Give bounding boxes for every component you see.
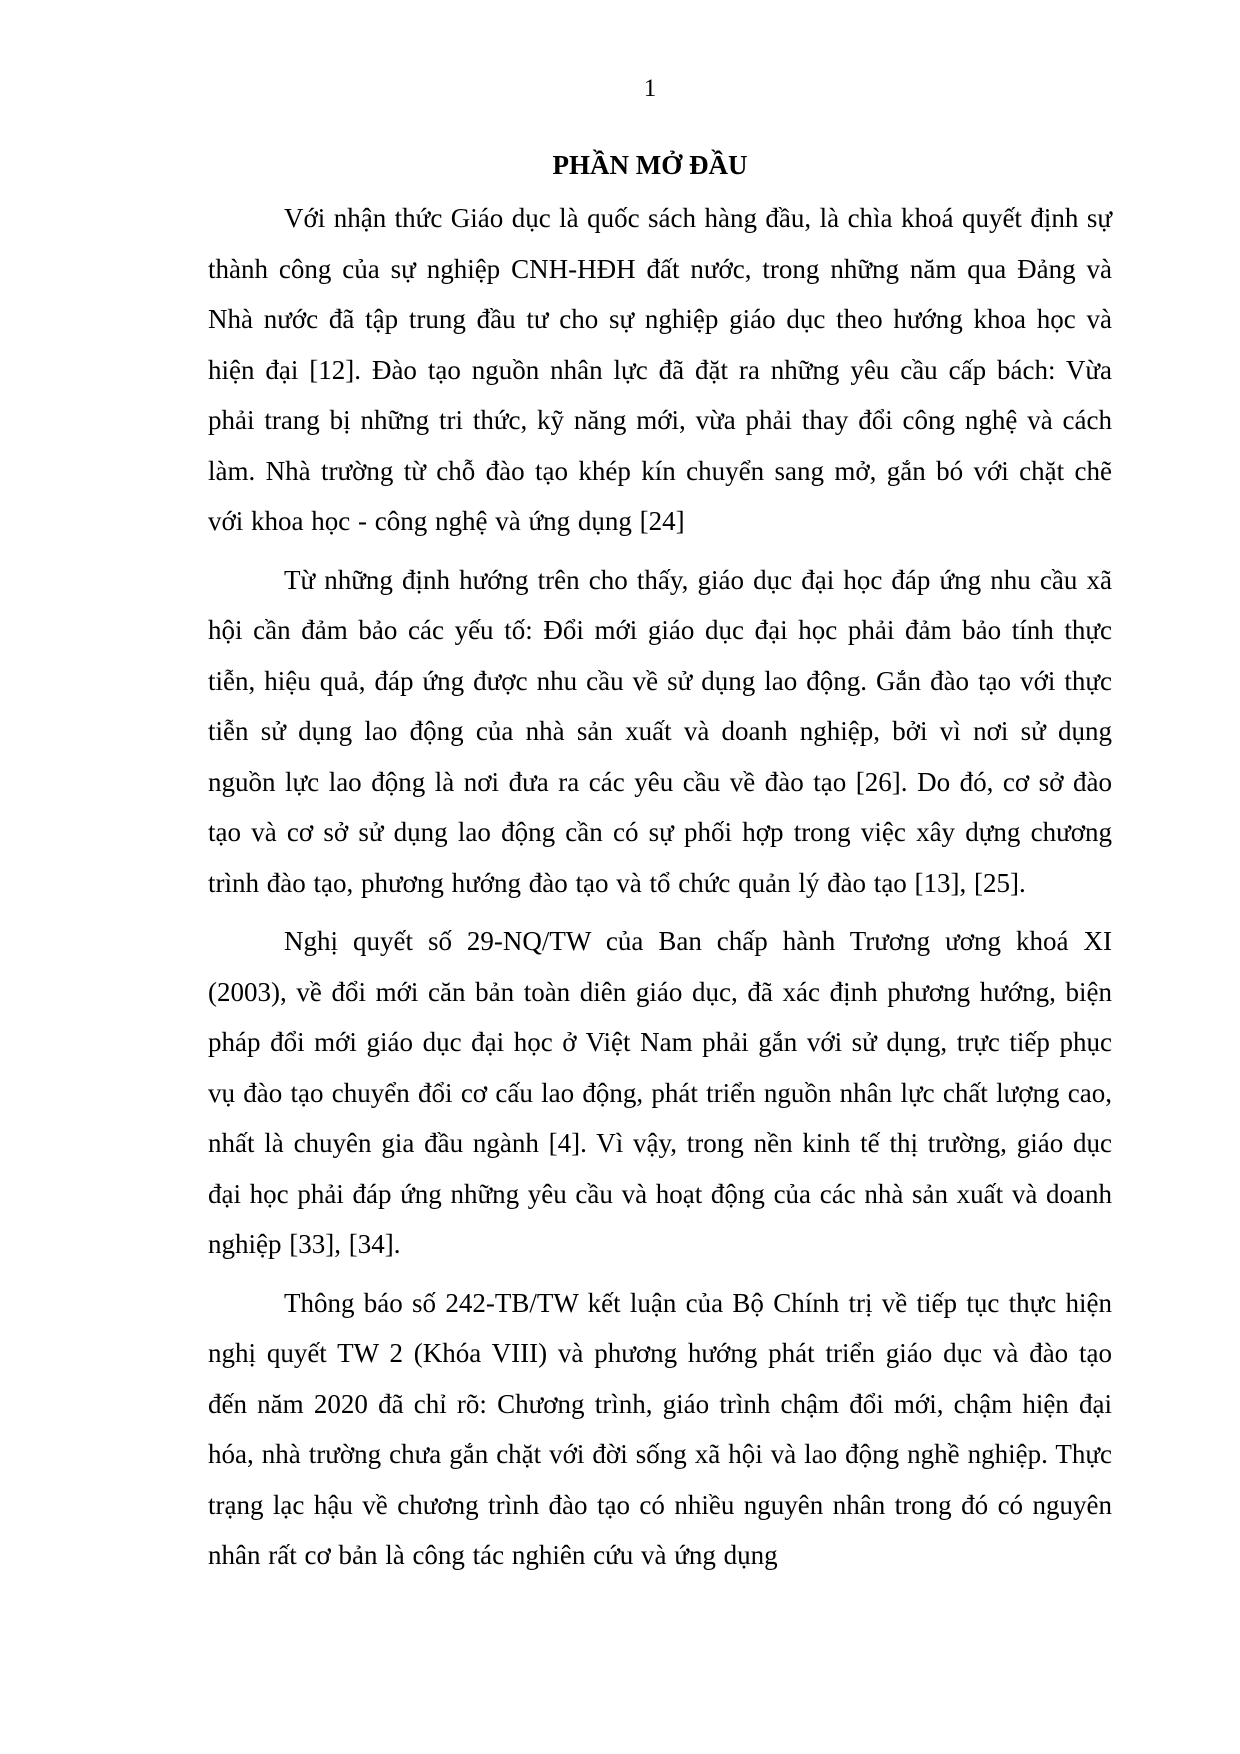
- paragraph-3: Nghị quyết số 29-NQ/TW của Ban chấp hành Trương ương khoá XI (2003), về đổi mới căn bản toàn diên giáo dục, đã xác định phương hướng, biện pháp đổi mới giáo dục đại học ở Việt Nam phải gắn với sử dụng, trực tiếp phục vụ đào tạo chuyển đổi cơ cấu lao động, phát triển nguồn nhân lực chất lượng cao, nhất là chuyên gia đầu ngành [4]. Vì vậy, trong nền kinh tế thị trường, giáo dục đại học phải đáp ứng những yêu cầu và hoạt động của các nhà sản xuất và doanh nghiệp [33], [34].: [208, 926, 1112, 1259]
- document-body: [208, 193, 1112, 1589]
- page-title: PHẦN MỞ ĐẦU: [552, 150, 748, 180]
- paragraph-4: Thông báo số 242-TB/TW kết luận của Bộ Chính trị về tiếp tục thực hiện nghị quyết TW 2 (Khóa VIII) và phương hướng phát triển giáo dục và đào tạo đến năm 2020 đã chỉ rõ: Chương trình, giáo trình chậm đổi mới, chậm hiện đại hóa, nhà trường chưa gắn chặt với đời sống xã hội và lao động nghề nghiệp. Thực trạng lạc hậu về chương trình đào tạo có nhiều nguyên nhân trong đó có nguyên nhân rất cơ bản là công tác nghiên cứu và ứng dụng: [208, 1287, 1112, 1570]
- page-number: 1: [643, 75, 657, 102]
- paragraph-1: Với nhận thức Giáo dục là quốc sách hàng đầu, là chìa khoá quyết định sự thành công của sự nghiệp CNH-HĐH đất nước, trong những năm qua Đảng và Nhà nước đã tập trung đầu tư cho sự nghiệp giáo dục theo hướng khoa học và hiện đại [12]. Đào tạo nguồn nhân lực đã đặt ra những yêu cầu cấp bách: Vừa phải trang bị những tri thức, kỹ năng mới, vừa phải thay đổi công nghệ và cách làm. Nhà trường từ chỗ đào tạo khép kín chuyển sang mở, gắn bó với chặt chẽ với khoa học - công nghệ và ứng dụng [24]: [208, 203, 1112, 536]
- paragraph-2: Từ những định hướng trên cho thấy, giáo dục đại học đáp ứng nhu cầu xã hội cần đảm bảo các yếu tố: Đổi mới giáo dục đại học phải đảm bảo tính thực tiễn, hiệu quả, đáp ứng được nhu cầu về sử dụng lao động. Gắn đào tạo với thực tiễn sử dụng lao động của nhà sản xuất và doanh nghiệp, bởi vì nơi sử dụng nguồn lực lao động là nơi đưa ra các yêu cầu về đào tạo [26]. Do đó, cơ sở đào tạo và cơ sở sử dụng lao động cần có sự phối hợp trong việc xây dựng chương trình đào tạo, phương hướng đào tạo và tổ chức quản lý đào tạo [13], [25].: [208, 564, 1112, 898]
